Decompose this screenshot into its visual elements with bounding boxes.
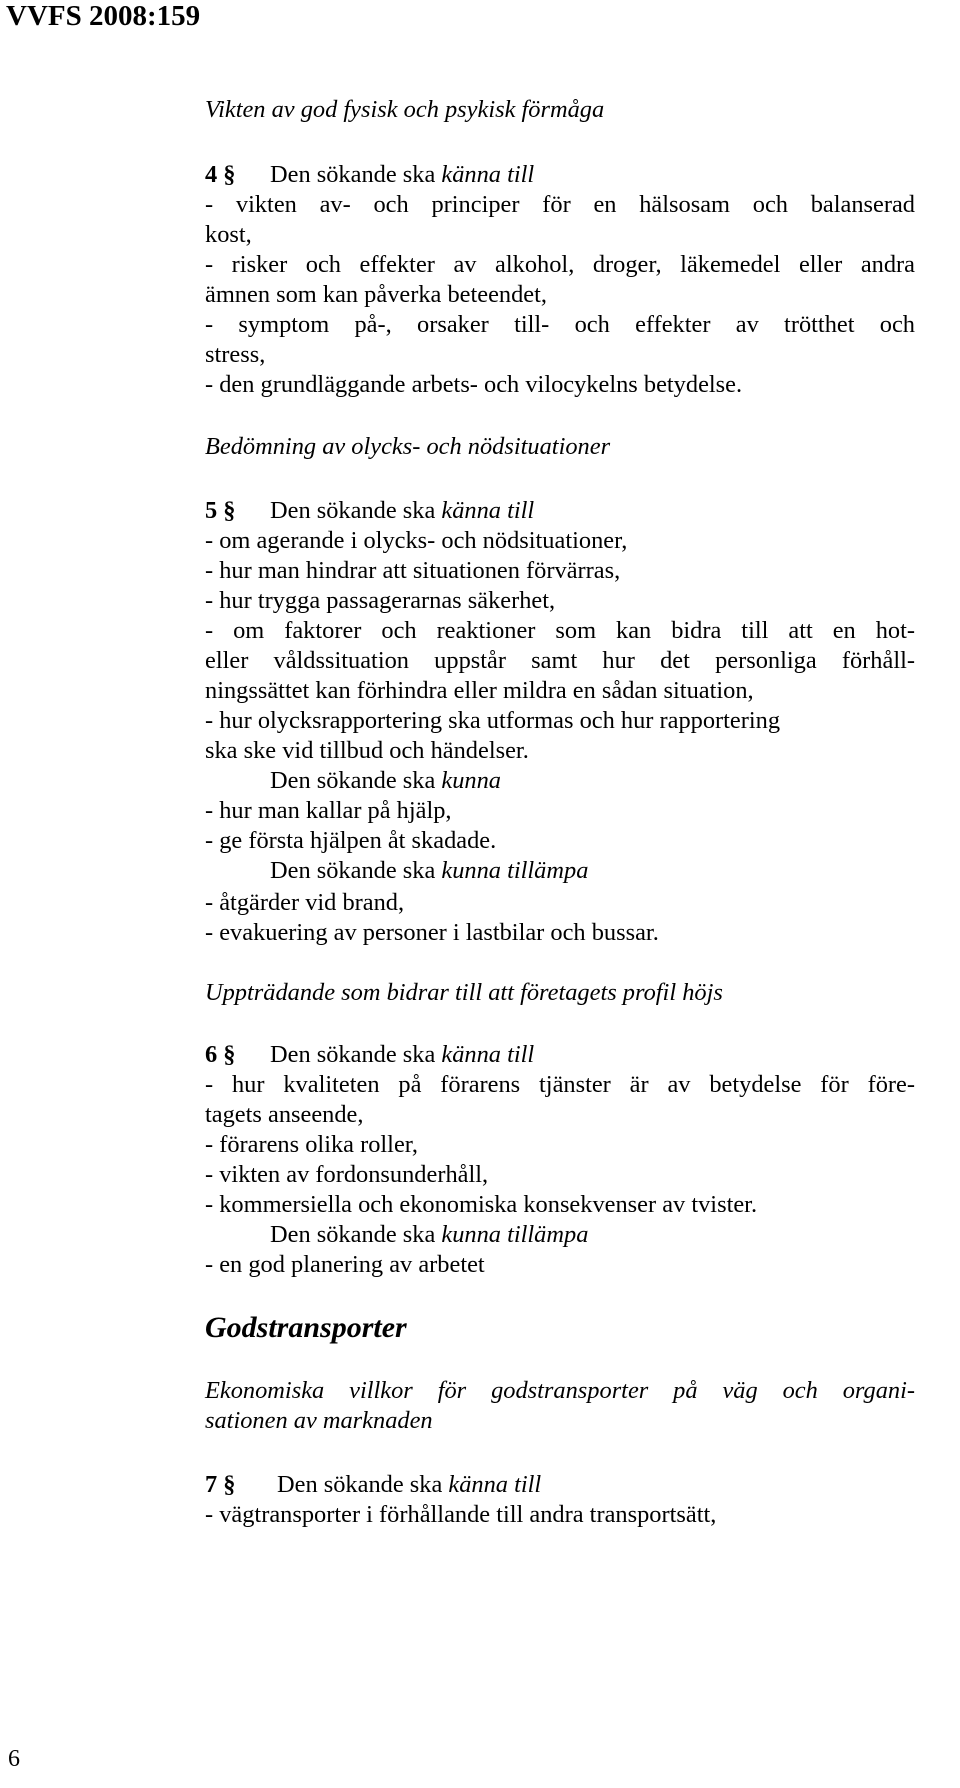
- paragraph-number: 7 §: [205, 1471, 236, 1498]
- list-item: - evakuering av personer i lastbilar och bussar.: [205, 919, 659, 946]
- list-item: - vikten av fordonsunderhåll,: [205, 1161, 489, 1188]
- list-item: - hur man kallar på hjälp,: [205, 797, 452, 824]
- paragraph-intro: [205, 1470, 541, 1500]
- intro-emphasis: känna till: [441, 161, 535, 188]
- paragraph-number: 4 §: [205, 161, 236, 188]
- list-item: - vikten av- och principer för en hälsosam och balanserad: [205, 191, 915, 218]
- list-item: - hur trygga passagerarnas säkerhet,: [205, 587, 556, 614]
- paragraph-number: 5 §: [205, 497, 236, 524]
- page-number: 6: [8, 1746, 20, 1772]
- list-item: - risker och effekter av alkohol, droger, läkemedel eller andra: [205, 251, 915, 278]
- list-item: - åtgärder vid brand,: [205, 889, 405, 916]
- intro-emphasis: känna till: [441, 1041, 535, 1068]
- list-item: - hur olycksrapportering ska utformas och hur rapportering: [205, 707, 781, 734]
- paragraph-intro: [205, 1220, 588, 1250]
- list-item: - om agerande i olycks- och nödsituationer,: [205, 527, 628, 554]
- list-item: - förarens olika roller,: [205, 1131, 419, 1158]
- intro-emphasis: kunna tillämpa: [441, 857, 589, 884]
- list-item: - symptom på-, orsaker till- och effekter av trötthet och: [205, 311, 915, 338]
- list-item: eller våldssituation uppstår samt hur det personliga förhåll-: [205, 647, 915, 674]
- paragraph-intro: [205, 766, 501, 796]
- list-item: - en god planering av arbetet: [205, 1251, 485, 1278]
- section-heading: Ekonomiska villkor för godstransporter på väg och organi-: [205, 1377, 915, 1404]
- intro-text: Den sökande ska: [270, 161, 442, 188]
- list-item: - ge första hjälpen åt skadade.: [205, 827, 497, 854]
- paragraph-intro: [205, 496, 534, 526]
- list-item: - hur kvaliteten på förarens tjänster är av betydelse för före-: [205, 1071, 915, 1098]
- intro-text: Den sökande ska: [270, 767, 442, 794]
- intro-text: Den sökande ska: [270, 1041, 442, 1068]
- intro-text: Den sökande ska: [270, 857, 442, 884]
- list-item: ska ske vid tillbud och händelser.: [205, 737, 529, 764]
- list-item: ämnen som kan påverka beteendet,: [205, 281, 548, 308]
- paragraph-number: 6 §: [205, 1041, 236, 1068]
- intro-emphasis: känna till: [448, 1471, 542, 1498]
- list-item: - kommersiella och ekonomiska konsekvenser av tvister.: [205, 1191, 758, 1218]
- paragraph-intro: [205, 160, 534, 190]
- intro-text: Den sökande ska: [270, 497, 442, 524]
- list-item: ningssättet kan förhindra eller mildra en sådan situation,: [205, 677, 754, 704]
- running-head: VVFS 2008:159: [6, 0, 201, 32]
- list-item: - om faktorer och reaktioner som kan bidra till att en hot-: [205, 617, 915, 644]
- section-heading: Uppträdande som bidrar till att företagets profil höjs: [205, 979, 723, 1006]
- list-item: tagets anseende,: [205, 1101, 364, 1128]
- chapter-heading: Godstransporter: [205, 1311, 407, 1344]
- list-item: kost,: [205, 221, 252, 248]
- paragraph-intro: [205, 856, 588, 886]
- section-heading: Vikten av god fysisk och psykisk förmåga: [205, 96, 605, 123]
- section-heading: sationen av marknaden: [205, 1407, 433, 1434]
- list-item: - vägtransporter i förhållande till andra transportsätt,: [205, 1501, 717, 1528]
- list-item: - den grundläggande arbets- och vilocykelns betydelse.: [205, 371, 743, 398]
- intro-emphasis: kunna: [441, 767, 501, 794]
- intro-emphasis: kunna tillämpa: [441, 1221, 589, 1248]
- paragraph-intro: [205, 1040, 534, 1070]
- intro-text: Den sökande ska: [270, 1221, 442, 1248]
- intro-emphasis: känna till: [441, 497, 535, 524]
- intro-text: Den sökande ska: [277, 1471, 449, 1498]
- list-item: - hur man hindrar att situationen förvärras,: [205, 557, 621, 584]
- list-item: stress,: [205, 341, 266, 368]
- section-heading: Bedömning av olycks- och nödsituationer: [205, 433, 611, 460]
